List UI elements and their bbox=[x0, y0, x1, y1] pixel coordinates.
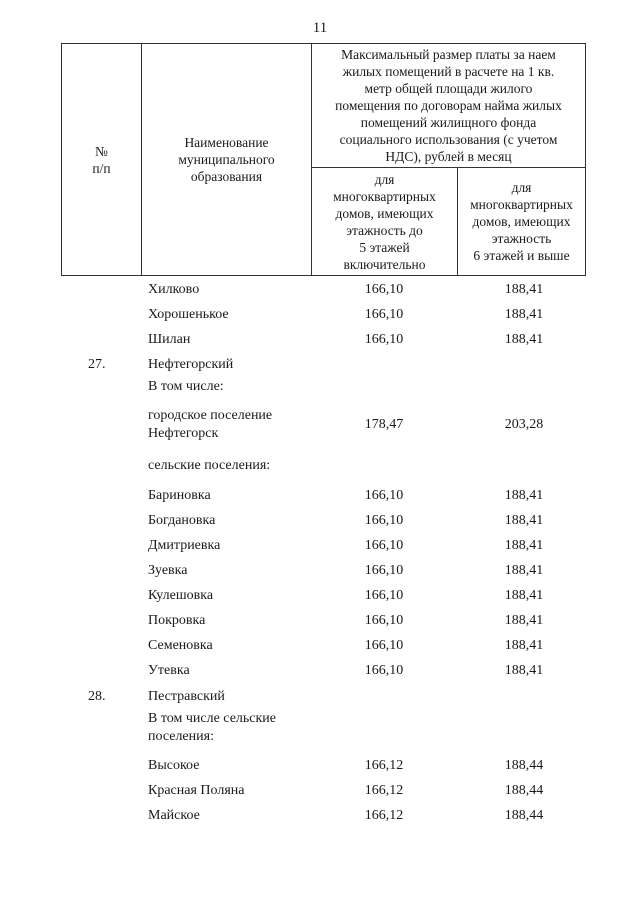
fee-6-floors-and-above: 188,41 bbox=[504, 282, 544, 297]
municipality-name: Покровка bbox=[148, 613, 206, 628]
municipality-name: Красная Поляна bbox=[148, 783, 245, 798]
fee-up-to-5-floors: 166,10 bbox=[364, 538, 404, 553]
fee-up-to-5-floors: 166,10 bbox=[364, 588, 404, 603]
municipality-name: Высокое bbox=[148, 758, 200, 773]
municipality-name: Зуевка bbox=[148, 563, 188, 578]
fee-6-floors-and-above: 188,44 bbox=[504, 808, 544, 823]
fee-up-to-5-floors: 166,10 bbox=[364, 638, 404, 653]
fee-6-floors-and-above: 188,41 bbox=[504, 307, 544, 322]
fee-6-floors-and-above: 188,41 bbox=[504, 613, 544, 628]
municipality-name: городское поселение Нефтегорск bbox=[148, 408, 273, 441]
municipality-name: Пестравский bbox=[148, 689, 225, 704]
fee-6-floors-and-above: 188,44 bbox=[504, 758, 544, 773]
fee-up-to-5-floors: 178,47 bbox=[364, 417, 404, 432]
fee-6-floors-and-above: 188,41 bbox=[504, 538, 544, 553]
municipality-name: Хорошенькое bbox=[148, 307, 229, 322]
header-number: № п/п bbox=[92, 143, 111, 176]
fee-up-to-5-floors: 166,12 bbox=[364, 758, 404, 773]
municipality-name: Дмитриевка bbox=[148, 538, 221, 553]
municipality-name: Нефтегорский bbox=[148, 357, 234, 372]
fee-up-to-5-floors: 166,10 bbox=[364, 663, 404, 678]
row-number: 28. bbox=[88, 689, 106, 704]
fee-6-floors-and-above: 188,41 bbox=[504, 588, 544, 603]
fee-6-floors-and-above: 203,28 bbox=[504, 417, 544, 432]
fee-up-to-5-floors: 166,10 bbox=[364, 307, 404, 322]
fee-6-floors-and-above: 188,41 bbox=[504, 332, 544, 347]
municipality-name: Кулешовка bbox=[148, 588, 214, 603]
municipality-name: В том числе сельские поселения: bbox=[148, 711, 277, 744]
municipality-name: Богдановка bbox=[148, 513, 216, 528]
fee-up-to-5-floors: 166,12 bbox=[364, 783, 404, 798]
header-max-fee: Максимальный размер платы за наем жилых помещений в расчете на 1 кв. метр общей площади жилого помещения по договорам найма жилых помещений жилищного фонда социального использования (с учетом НДС), рублей в месяц bbox=[335, 46, 562, 164]
municipality-name: Шилан bbox=[148, 332, 191, 347]
municipality-name: Семеновка bbox=[148, 638, 213, 653]
fee-6-floors-and-above: 188,41 bbox=[504, 488, 544, 503]
table-header bbox=[61, 43, 586, 276]
fee-6-floors-and-above: 188,41 bbox=[504, 563, 544, 578]
fee-up-to-5-floors: 166,10 bbox=[364, 613, 404, 628]
fee-up-to-5-floors: 166,10 bbox=[364, 563, 404, 578]
municipality-name: В том числе: bbox=[148, 379, 224, 394]
fee-6-floors-and-above: 188,41 bbox=[504, 513, 544, 528]
fee-6-floors-and-above: 188,41 bbox=[504, 638, 544, 653]
fee-up-to-5-floors: 166,12 bbox=[364, 808, 404, 823]
fee-up-to-5-floors: 166,10 bbox=[364, 282, 404, 297]
fee-6-floors-and-above: 188,44 bbox=[504, 783, 544, 798]
fee-up-to-5-floors: 166,10 bbox=[364, 513, 404, 528]
municipality-name: сельские поселения: bbox=[148, 458, 271, 473]
municipality-name: Бариновка bbox=[148, 488, 211, 503]
header-6-floors-and-above: для многоквартирных домов, имеющих этажность 6 этажей и выше bbox=[470, 180, 573, 263]
header-municipality: Наименование муниципального образования bbox=[178, 135, 275, 184]
municipality-name: Майское bbox=[148, 808, 200, 823]
municipality-name: Хилково bbox=[148, 282, 200, 297]
page-number: 11 bbox=[312, 20, 328, 36]
row-number: 27. bbox=[88, 357, 106, 372]
fee-up-to-5-floors: 166,10 bbox=[364, 332, 404, 347]
fee-up-to-5-floors: 166,10 bbox=[364, 488, 404, 503]
fee-6-floors-and-above: 188,41 bbox=[504, 663, 544, 678]
header-up-to-5-floors: для многоквартирных домов, имеющих этажность до 5 этажей включительно bbox=[333, 171, 436, 272]
municipality-name: Утевка bbox=[148, 663, 190, 678]
